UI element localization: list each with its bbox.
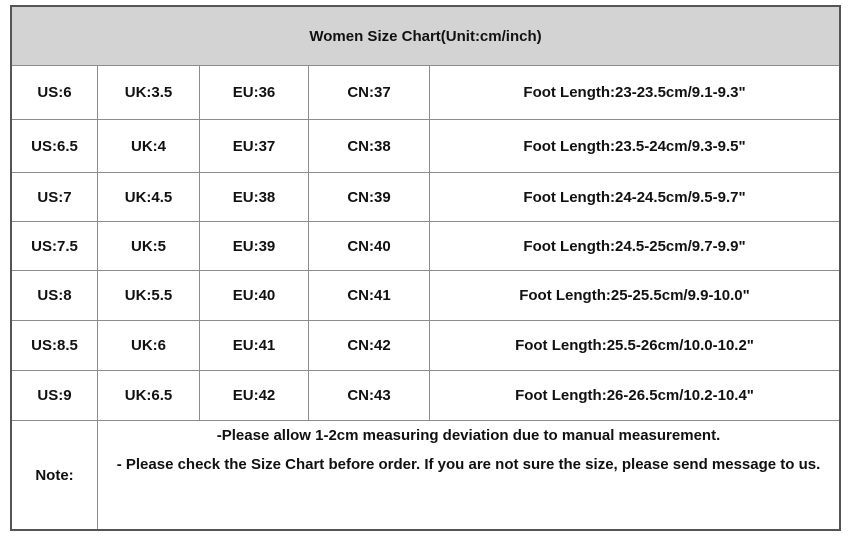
uk-size-cell: UK:5.5 — [98, 271, 200, 320]
eu-size-cell: EU:36 — [200, 66, 309, 119]
uk-size-cell: UK:5 — [98, 222, 200, 270]
note-line-measuring-deviation: -Please allow 1-2cm measuring deviation due to manual measurement. — [216, 427, 721, 444]
foot-length-cell: Foot Length:25-25.5cm/9.9-10.0" — [519, 287, 750, 304]
eu-size-cell: EU:40 — [200, 271, 309, 320]
size-chart-table — [10, 5, 841, 531]
table-row — [12, 271, 839, 321]
foot-length-cell: Foot Length:24.5-25cm/9.7-9.9" — [523, 237, 746, 255]
cn-size-cell: CN:39 — [309, 173, 430, 221]
eu-size-cell: EU:39 — [200, 222, 309, 270]
eu-size-cell: EU:37 — [200, 120, 309, 172]
us-size-cell: US:7.5 — [12, 222, 98, 270]
note-text — [98, 421, 839, 529]
eu-size-cell: EU:38 — [200, 173, 309, 221]
uk-size-cell: UK:6 — [98, 321, 200, 370]
eu-size-cell: EU:41 — [200, 321, 309, 370]
uk-size-cell: UK:4 — [98, 120, 200, 172]
table-row — [12, 371, 839, 421]
us-size-cell: US:6 — [12, 66, 98, 119]
uk-size-cell: UK:6.5 — [98, 371, 200, 420]
us-size-cell: US:6.5 — [12, 120, 98, 172]
table-row — [12, 66, 839, 120]
foot-length-cell: Foot Length:23-23.5cm/9.1-9.3" — [523, 84, 746, 101]
size-chart-title: Women Size Chart(Unit:cm/inch) — [12, 7, 839, 66]
cn-size-cell: CN:37 — [309, 66, 430, 119]
foot-length-cell: Foot Length:24-24.5cm/9.5-9.7" — [523, 188, 746, 206]
cn-size-cell: CN:40 — [309, 222, 430, 270]
us-size-cell: US:9 — [12, 371, 98, 420]
us-size-cell: US:7 — [12, 173, 98, 221]
eu-size-cell: EU:42 — [200, 371, 309, 420]
note-line-check-size-chart: - Please check the Size Chart before order. If you are not sure the size, please send message to us. — [116, 456, 821, 473]
table-row — [12, 222, 839, 271]
table-row — [12, 173, 839, 222]
note-label: Note: — [12, 421, 98, 529]
table-row — [12, 120, 839, 173]
foot-length-cell: Foot Length:26-26.5cm/10.2-10.4" — [515, 387, 754, 404]
cn-size-cell: CN:43 — [309, 371, 430, 420]
foot-length-cell: Foot Length:23.5-24cm/9.3-9.5" — [523, 137, 746, 155]
cn-size-cell: CN:42 — [309, 321, 430, 370]
note-row — [12, 421, 839, 529]
cn-size-cell: CN:38 — [309, 120, 430, 172]
us-size-cell: US:8 — [12, 271, 98, 320]
cn-size-cell: CN:41 — [309, 271, 430, 320]
foot-length-cell: Foot Length:25.5-26cm/10.0-10.2" — [515, 337, 754, 354]
table-row — [12, 321, 839, 371]
us-size-cell: US:8.5 — [12, 321, 98, 370]
uk-size-cell: UK:4.5 — [98, 173, 200, 221]
uk-size-cell: UK:3.5 — [98, 66, 200, 119]
